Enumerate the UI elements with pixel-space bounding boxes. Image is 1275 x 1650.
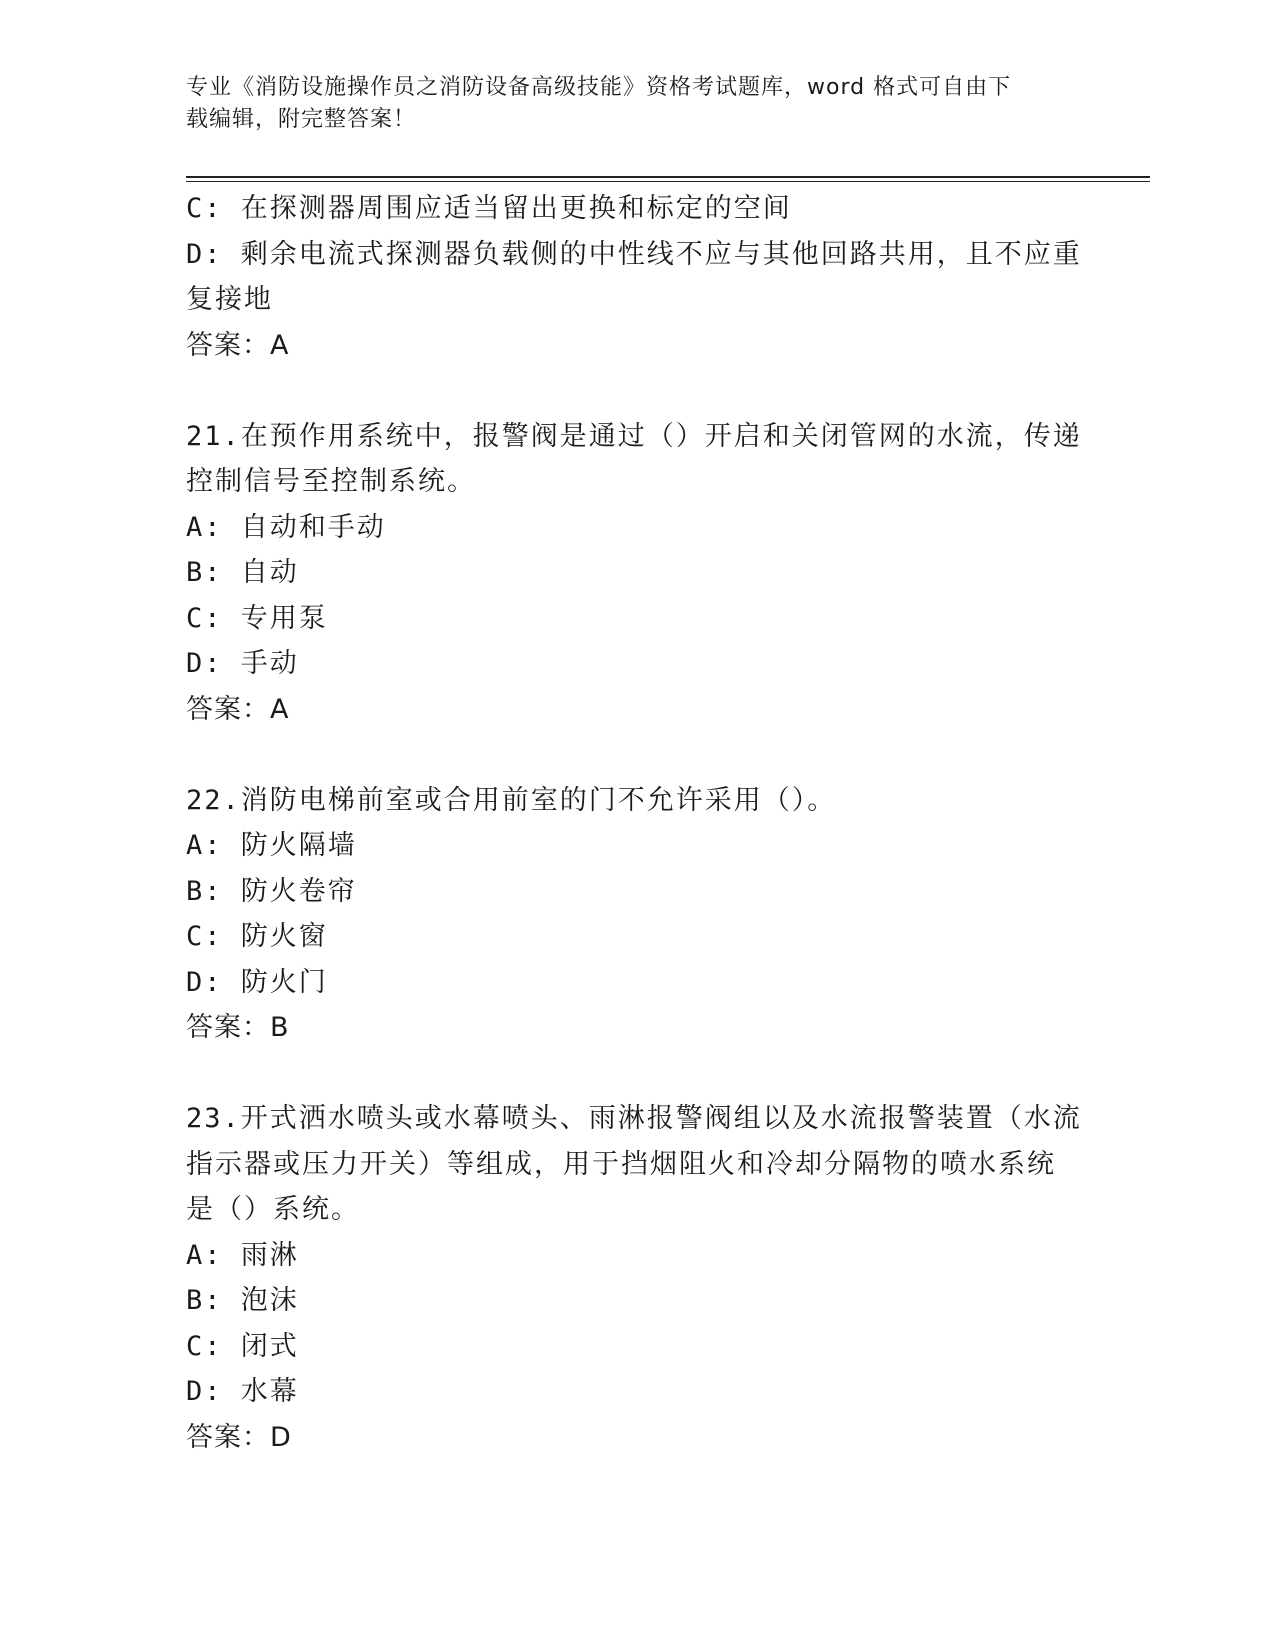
header-rule-thin [186,181,1150,182]
option-c: C: 专用泵 [186,602,328,634]
header-line-2: 载编辑，附完整答案！ [186,107,417,132]
option-c: C: 防火窗 [186,921,328,952]
question-23 [186,1096,1086,1460]
answer: 答案：A [186,693,290,725]
answer: 答案：B [186,1012,290,1043]
option-a: A: 自动和手动 [186,511,386,543]
page-header [186,72,1066,136]
question-stem: 22.消防电梯前室或合用前室的门不允许采用（）。 [186,784,837,816]
option-d: D: 防火门 [186,966,328,998]
answer: 答案：D [186,1421,292,1453]
question-content [186,186,1086,1506]
option-c: C: 在探测器周围应适当留出更换和标定的空间 [186,193,792,224]
question-stem-cont: 是（）系统。 [186,1194,360,1225]
option-b: B: 自动 [186,557,299,588]
question-22 [186,778,1086,1051]
question-stem: 21.在预作用系统中，报警阀是通过（）开启和关闭管网的水流，传递 [186,420,1082,452]
option-c: C: 闭式 [186,1330,299,1362]
option-b: B: 防火卷帘 [186,875,357,907]
option-a: A: 雨淋 [186,1239,299,1271]
option-d: D: 剩余电流式探测器负载侧的中性线不应与其他回路共用，且不应重 [186,238,1082,270]
question-stem: 23.开式洒水喷头或水幕喷头、雨淋报警阀组以及水流报警装置（水流 [186,1103,1082,1134]
question-stem-cont: 指示器或压力开关）等组成，用于挡烟阻火和冷却分隔物的喷水系统 [186,1148,1056,1180]
answer: 答案：A [186,329,290,361]
option-a: A: 防火隔墙 [186,830,357,861]
option-d: D: 手动 [186,648,299,679]
question-continuation [186,186,1086,368]
header-rule-thick [186,176,1150,178]
option-d: D: 水幕 [186,1376,299,1407]
option-d-cont: 复接地 [186,284,273,315]
header-line-1: 专业《消防设施操作员之消防设备高级技能》资格考试题库，word 格式可自由下 [186,75,1012,100]
question-21 [186,414,1086,733]
option-b: B: 泡沫 [186,1285,299,1316]
question-stem-cont: 控制信号至控制系统。 [186,466,476,497]
